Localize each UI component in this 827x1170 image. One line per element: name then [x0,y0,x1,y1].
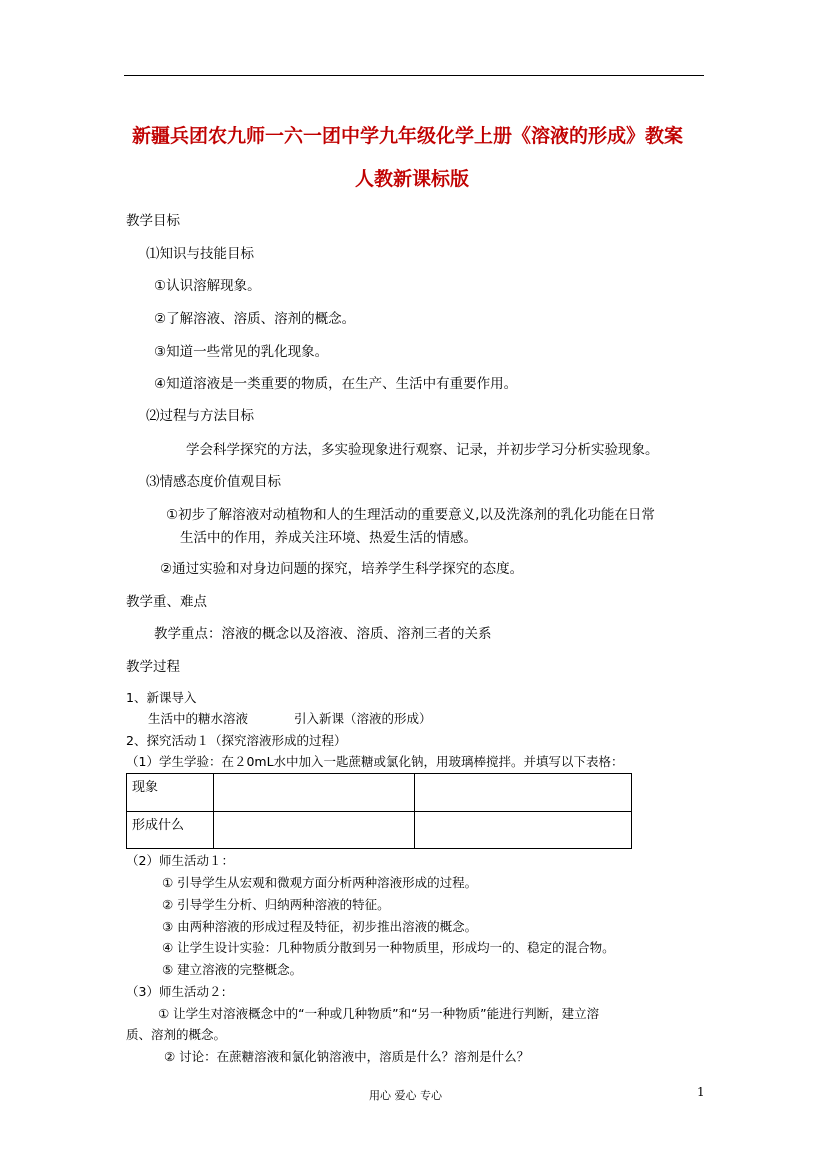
section-heading-process: 教学过程 [126,659,180,675]
activity-3-item: ② 讨论：在蔗糖溶液和氯化钠溶液中，溶质是什么？溶剂是什么？ [164,1049,530,1064]
experiment-table [126,773,632,849]
table-cell [214,812,415,849]
table-cell: 现象 [127,774,214,812]
header-rule [124,75,704,76]
page-number: 1 [697,1085,705,1099]
goal-knowledge-heading: ⑴知识与技能目标 [146,246,254,262]
footer-motto: 用心 爱心 专心 [369,1089,442,1102]
activity-3-item: ① 让学生对溶液概念中的“一种或几种物质”和“另一种物质”能进行判断，建立溶 [158,1006,600,1021]
goal-process-item: 学会科学探究的方法，多实验现象进行观察、记录，并初步学习分析实验现象。 [186,442,659,458]
goal-knowledge-item: ④知道溶液是一类重要的物质，在生产、生活中有重要作用。 [154,376,518,392]
activity-2-heading: （2）师生活动１： [126,853,234,868]
goal-emotion-item-continued: 生活中的作用，养成关注环境、热爱生活的情感。 [180,530,477,546]
table-cell [415,812,632,849]
goal-process-heading: ⑵过程与方法目标 [146,408,254,424]
activity-2-item: ① 引导学生从宏观和微观方面分析两种溶液形成的过程。 [162,875,478,890]
activity-2-item: ② 引导学生分析、归纳两种溶液的特征。 [162,897,390,912]
experiment-instruction: （1）学生学验：在２0mL水中加入一匙蔗糖或氯化钠，用玻璃棒搅拌。并填写以下表格： [126,754,624,769]
goal-knowledge-item: ③知道一些常见的乳化现象。 [154,344,329,360]
activity-3-heading: （3）师生活动２: [126,984,226,999]
section-heading-focus: 教学重、难点 [126,594,207,610]
activity-2-item: ⑤ 建立溶液的完整概念。 [162,962,303,977]
goal-knowledge-item: ①认识溶解现象。 [154,278,261,294]
document-title-line2: 人教新课标版 [355,168,470,190]
process-step-1-b: 引入新课（溶液的形成） [294,711,432,726]
activity-3-item-continued: 质、溶剂的概念。 [126,1027,227,1042]
goal-emotion-item: ②通过实验和对身边问题的探究，培养学生科学探究的态度。 [160,561,524,577]
goal-emotion-item: ①初步了解溶液对动植物和人的生理活动的重要意义,以及洗涤剂的乳化功能在日常 [166,507,655,523]
goal-knowledge-item: ②了解溶液、溶质、溶剂的概念。 [154,311,356,327]
process-step-1-a: 生活中的糖水溶液 [148,711,249,726]
table-cell [415,774,632,812]
process-step-2: 2、探究活动１（探究溶液形成的过程） [126,733,347,748]
table-row [127,812,632,849]
table-cell [214,774,415,812]
activity-2-item: ③ 由两种溶液的形成过程及特征，初步推出溶液的概念。 [162,919,478,934]
document-title-line1: 新疆兵团农九师一六一团中学九年级化学上册《溶液的形成》教案 [132,125,684,147]
process-step-1: 1、新课导入 [126,690,197,705]
table-cell: 形成什么 [127,812,214,849]
activity-2-item: ④ 让学生设计实验：几种物质分散到另一种物质里，形成均一的、稳定的混合物。 [162,940,615,955]
goal-emotion-heading: ⑶情感态度价值观目标 [146,474,281,490]
section-heading-goals: 教学目标 [126,213,180,229]
focus-point: 教学重点：溶液的概念以及溶液、溶质、溶剂三者的关系 [154,626,492,642]
table-row [127,774,632,812]
